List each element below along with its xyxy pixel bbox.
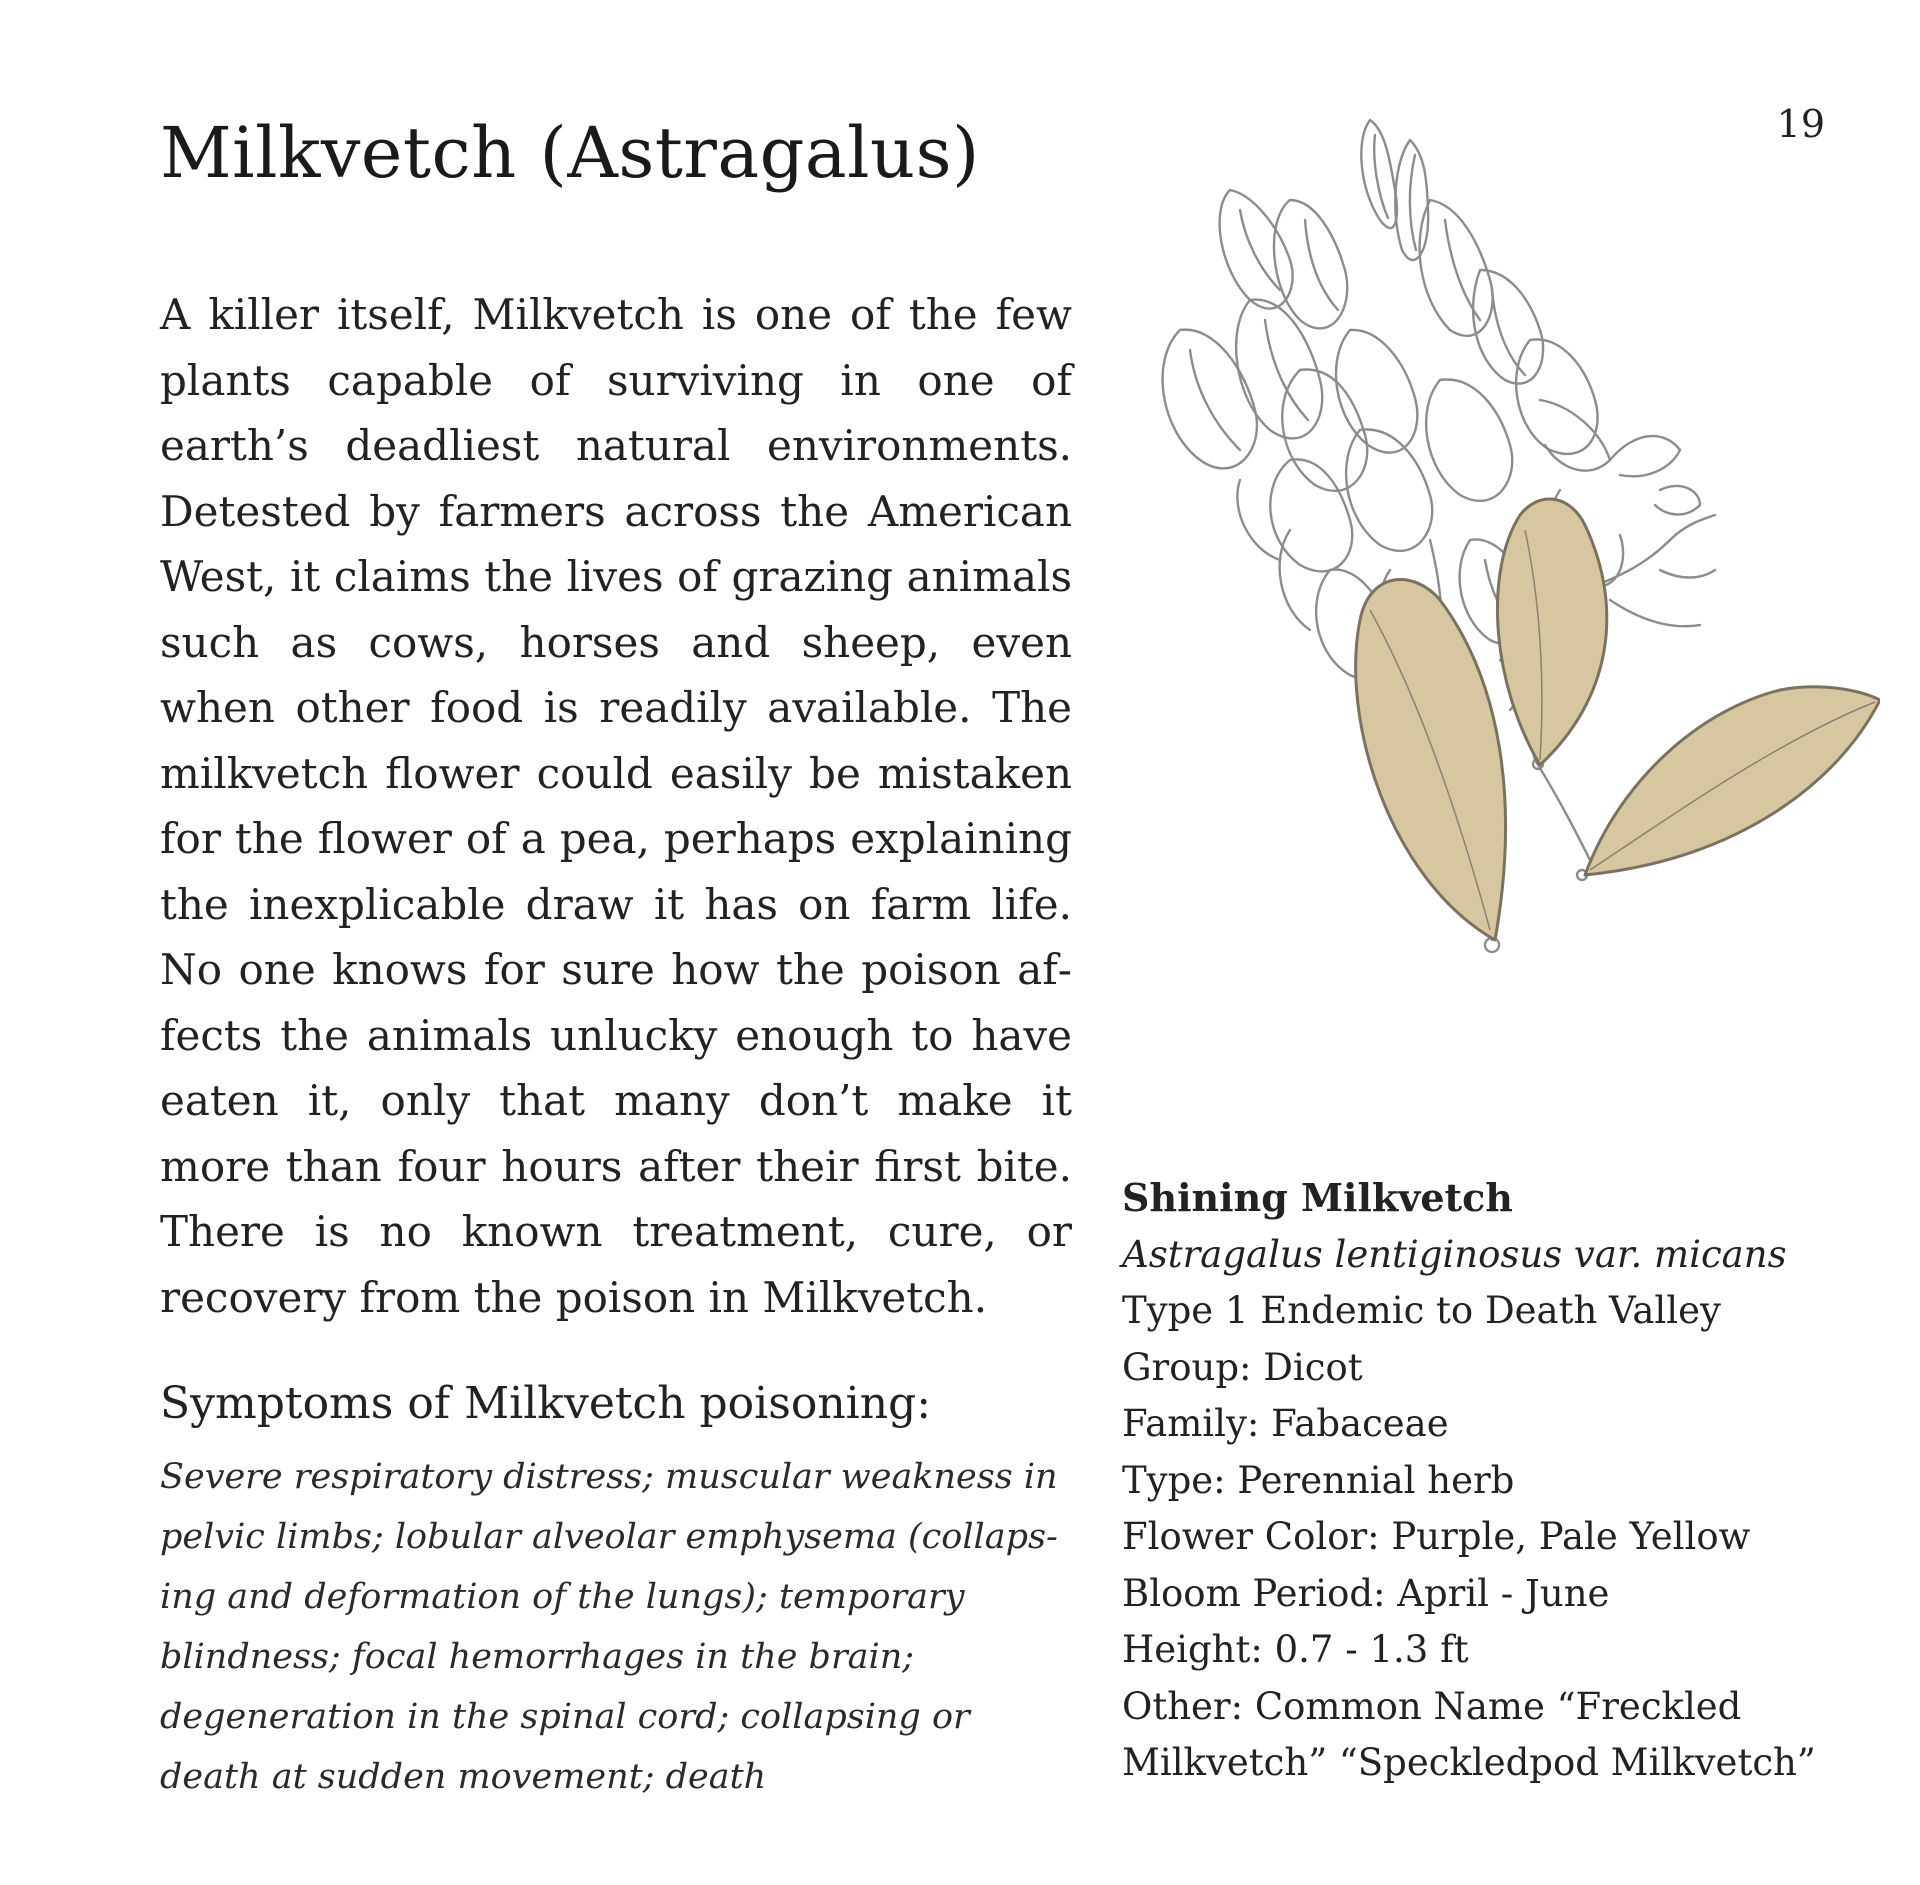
page-number: 19 [1776, 102, 1825, 146]
species-flower-color: Flower Color: Purple, Pale Yellow [1122, 1515, 1751, 1558]
species-scientific-name: Astragalus lentiginosus var. micans [1122, 1232, 1787, 1276]
species-height: Height: 0.7 - 1.3 ft [1122, 1628, 1469, 1671]
species-common-name: Shining Milkvetch [1122, 1175, 1513, 1220]
species-endemic: Type 1 Endemic to Death Valley [1122, 1289, 1721, 1332]
species-other-line-1: Other: Common Name “Freckled [1122, 1684, 1742, 1728]
species-type: Type: Perennial herb [1122, 1458, 1515, 1502]
page-title: Milkvetch (Astragalus) [160, 112, 980, 194]
leaf-middle [1497, 499, 1606, 765]
milkvetch-illustration [1140, 100, 1880, 1080]
species-info [1122, 1170, 1842, 1792]
species-group: Group: Dicot [1122, 1345, 1363, 1389]
symptoms-list: Severe respiratory distress; muscular weakness in pelvic limbs; lobular alveolar emphysema (collapsing and deformation of the lungs); temporary blindness; focal hemorrhages in the brain; degeneration in the spinal cord; collapsing or death at sudden movement; death [160, 1457, 1058, 1797]
species-other-line-2: Milkvetch” “Speckledpod Milkvetch” [1122, 1741, 1816, 1784]
leaves [1356, 499, 1880, 940]
symptoms-heading: Symptoms of Milkvetch poisoning: [160, 1378, 932, 1429]
leaf-right [1585, 687, 1880, 875]
species-family: Family: Fabaceae [1122, 1402, 1449, 1445]
species-bloom-period: Bloom Period: April - June [1122, 1571, 1610, 1615]
description-paragraph: A killer itself, Milkvetch is one of the few plants capable of surviving in one of earth’s deadliest natural environments. Detested by farmers across the American West, it claims the lives of grazing animals such as cows, horses and sheep, even when other food is readily available. The milkvetch flower could easily be mistaken for the flower of a pea, perhaps explaining the inexplicable draw it has on farm life. No one knows for sure how the poison affects the animals unlucky enough to have eaten it, only that many don’t make it more than four hours after their first bite. There is no known treatment, cure, or recovery from the poison in Milkvetch. [160, 290, 1072, 1322]
